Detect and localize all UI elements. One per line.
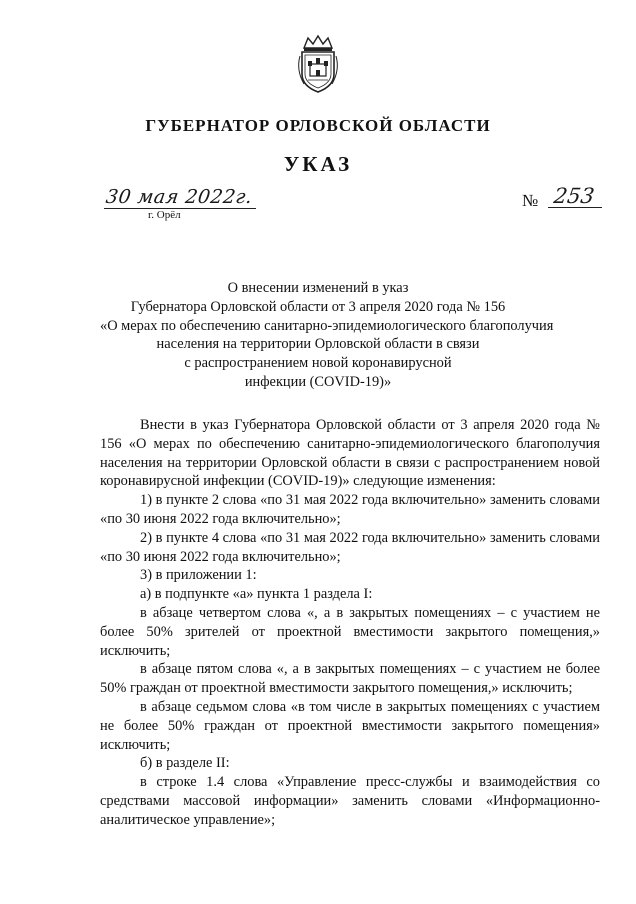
subject-line: О внесении изменений в указ <box>227 280 409 296</box>
number-underline <box>548 207 602 208</box>
decree-body <box>100 416 600 830</box>
body-paragraph: в строке 1.4 слова «Управление пресс-службы и взаимодействия со средствами массовой информации» заменить словами «Информационно-аналитическое управление»; <box>100 774 600 828</box>
body-paragraph: в абзаце четвертом слова «, а в закрытых помещениях – с участием не более 50% зрителей от проектной вместимости закрытого помещения,» исключить; <box>100 604 600 659</box>
body-paragraph: 3) в приложении 1: <box>140 567 257 584</box>
decree-subject <box>100 279 554 392</box>
body-paragraph: 1) в пункте 2 слова «по 31 мая 2022 года включительно» заменить словами «по 30 июня 2022 года включительно»; <box>100 492 600 527</box>
body-paragraph: в абзаце седьмом слова «в том числе в закрытых помещениях с участием не более 50% граждан от проектной вместимости закрытого помещения» исключить; <box>100 698 600 753</box>
number-block <box>514 186 614 216</box>
body-paragraph: б) в разделе II: <box>140 755 230 772</box>
date-handwritten: 30 мая 2022г. <box>104 186 254 208</box>
subject-line: населения на территории Орловской области в связи <box>156 336 480 353</box>
date-block <box>104 186 294 224</box>
subject-line: «О мерах по обеспечению санитарно-эпидемиологического благополучия <box>100 317 554 334</box>
subject-line: инфекции (COVID-19)» <box>244 373 392 390</box>
city-label: г. Орёл <box>148 209 181 221</box>
number-handwritten: 253 <box>552 184 596 208</box>
issuer-title: ГУБЕРНАТОР ОРЛОВСКОЙ ОБЛАСТИ <box>145 116 491 135</box>
document-type-title: УКАЗ <box>283 152 353 176</box>
body-paragraph: 2) в пункте 4 слова «по 31 мая 2022 года включительно» заменить словами «по 30 июня 2022 года включительно»; <box>100 529 600 565</box>
coat-of-arms-emblem <box>294 34 342 94</box>
subject-line: с распространением новой коронавирусной <box>184 355 452 372</box>
subject-line: Губернатора Орловской области от 3 апреля 2020 года № 156 <box>130 298 506 315</box>
body-paragraph: в абзаце пятом слова «, а в закрытых помещениях – с участием не более 50% граждан от проектной вместимости закрытого помещения,» исключить; <box>100 661 600 697</box>
body-paragraph: а) в подпункте «а» пункта 1 раздела I: <box>140 586 373 603</box>
number-sign: № <box>522 191 539 210</box>
body-paragraph: Внести в указ Губернатора Орловской области от 3 апреля 2020 года № 156 «О мерах по обеспечению санитарно-эпидемиологического благополучия населения на территории Орловской области в связи с распространением новой коронавирусной инфекции (COVID-19)» следующие изменения: <box>100 417 600 490</box>
